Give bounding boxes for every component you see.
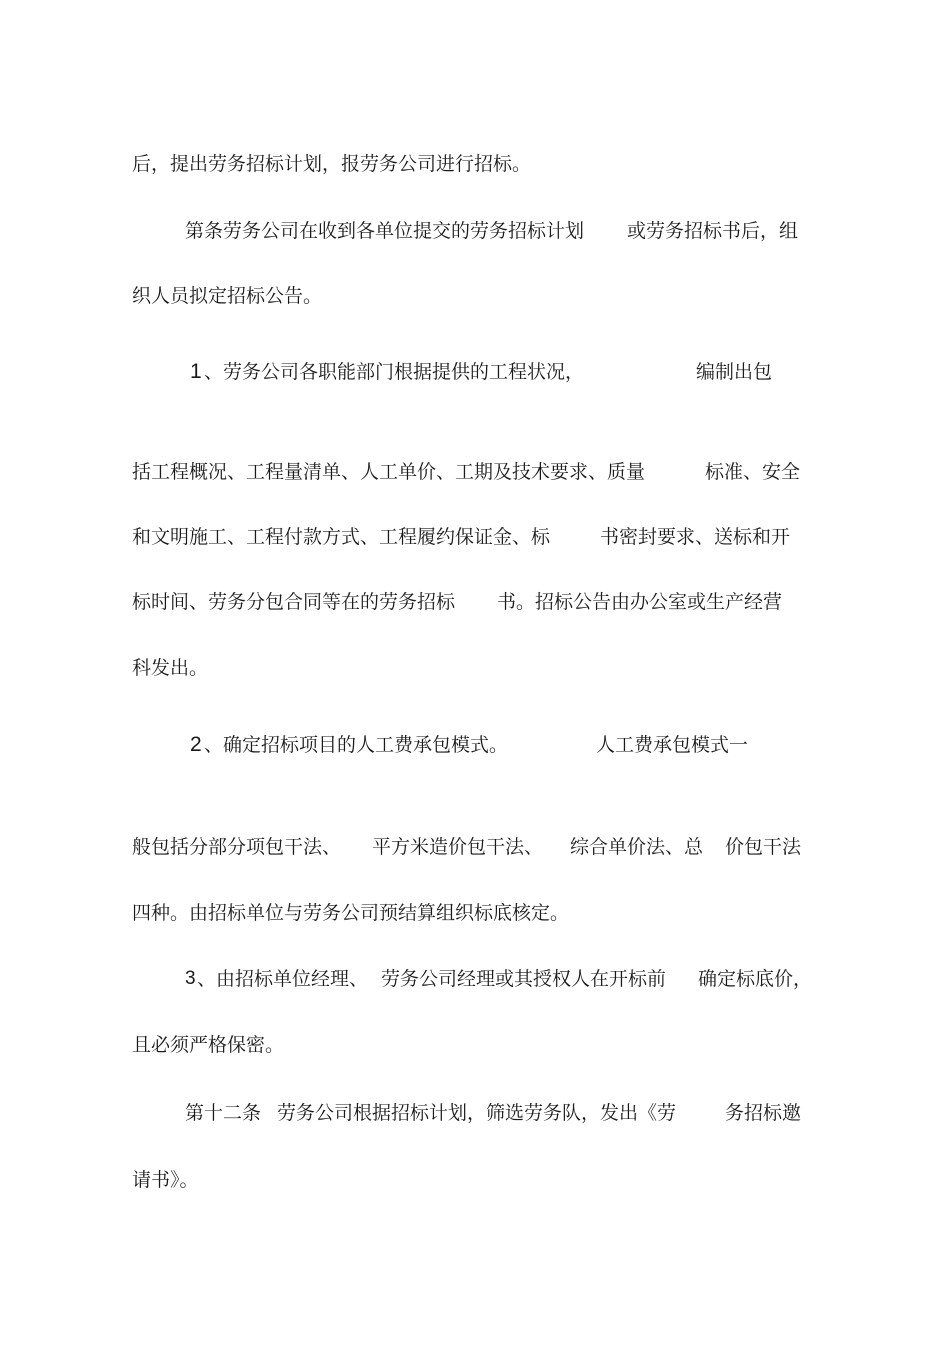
text-segment: 或劳务招标书后，组 <box>627 220 799 242</box>
text-segment: 第十二条 <box>185 1102 262 1124</box>
text-segment: 织人员拟定招标公告。 <box>132 285 323 307</box>
text-segment: 书。招标公告由办公室或生产经营 <box>497 591 783 613</box>
text-segment: 务招标邀 <box>725 1102 802 1124</box>
text-segment: 编制出包 <box>696 361 773 383</box>
list-number: 3 <box>185 968 196 989</box>
text-segment: 人工费承包模式一 <box>596 734 749 756</box>
list-number: 1 <box>190 360 202 383</box>
text-segment: 后，提出劳务招标计划，报劳务公司进行招标。 <box>132 153 532 175</box>
text-segment: 书密封要求、送标和开 <box>600 526 791 548</box>
text-segment: 、由招标单位经理、 <box>197 968 369 990</box>
text-segment: 平方米造价包干法、 <box>372 836 544 858</box>
text-segment: 标准、安全 <box>705 461 801 483</box>
text-segment: 确定标底价， <box>698 968 813 990</box>
text-segment: 般包括分部分项包干法、 <box>132 836 342 858</box>
list-number: 2 <box>190 733 202 756</box>
text-segment: 括工程概况、工程量清单、人工单价、工期及技术要求、质量 <box>132 461 646 483</box>
text-segment: 劳务公司根据招标计划，筛选劳务队，发出《劳 <box>277 1102 677 1124</box>
text-segment: 第条劳务公司在收到各单位提交的劳务招标计划 <box>185 220 585 242</box>
text-segment: 请书》。 <box>132 1169 199 1191</box>
text-segment: 价包干法 <box>725 836 802 858</box>
text-segment: 科发出。 <box>132 657 209 679</box>
text-segment: 且必须严格保密。 <box>132 1034 285 1056</box>
text-segment: 劳务公司经理或其授权人在开标前 <box>381 968 667 990</box>
text-segment: 四种。由招标单位与劳务公司预结算组织标底核定。 <box>132 902 570 924</box>
text-segment: 、确定招标项目的人工费承包模式。 <box>204 734 509 756</box>
text-segment: 标时间、劳务分包合同等在的劳务招标 <box>132 591 456 613</box>
text-segment: 、劳务公司各职能部门根据提供的工程状况， <box>204 361 585 383</box>
text-segment: 综合单价法、总 <box>570 836 704 858</box>
text-segment: 和文明施工、工程付款方式、工程履约保证金、标 <box>132 526 551 548</box>
